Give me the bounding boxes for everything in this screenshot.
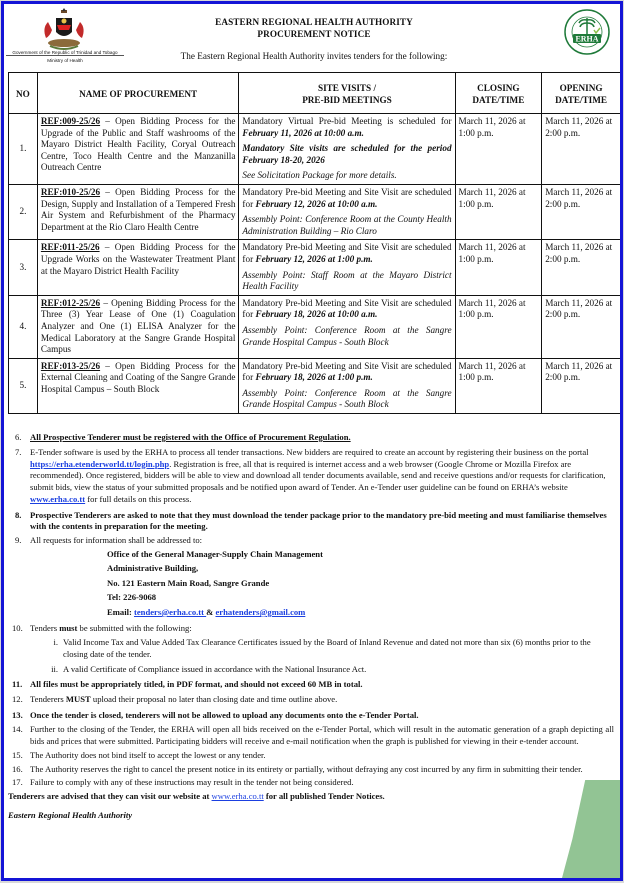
note-6 bbox=[8, 432, 614, 444]
procurement-table bbox=[8, 72, 621, 414]
notice-title: PROCUREMENT NOTICE bbox=[257, 29, 371, 39]
header-closing-line2: DATE/TIME bbox=[472, 95, 525, 105]
email-label: Email: bbox=[107, 606, 134, 617]
table-row bbox=[9, 295, 621, 358]
reference-number: REF:011-25/26 bbox=[40, 242, 100, 253]
note-text: All files must be appropriately titled, in PDF format, and should not exceed 60 MB in total. bbox=[30, 678, 363, 689]
site-visit-text: Mandatory Virtual Pre-bid Meeting is scheduled for bbox=[242, 116, 452, 126]
closing-datetime: March 11, 2026 at 1:00 p.m. bbox=[455, 184, 542, 239]
contact-address bbox=[30, 547, 614, 620]
closing-datetime: March 11, 2026 at 1:00 p.m. bbox=[455, 295, 542, 358]
row-number: 4. bbox=[9, 295, 38, 358]
note-number: 10. bbox=[12, 622, 23, 633]
table-row bbox=[9, 184, 621, 239]
note-text: Tenders bbox=[30, 622, 60, 633]
note-number: 12. bbox=[12, 693, 23, 704]
reference-number: REF:013-25/26 bbox=[40, 360, 101, 371]
opening-datetime: March 11, 2026 at 2:00 p.m. bbox=[542, 295, 621, 358]
site-visit-info bbox=[239, 240, 455, 295]
phone-number: Tel: 226-9068 bbox=[107, 592, 157, 603]
header-opening-line2: DATE/TIME bbox=[555, 95, 608, 105]
row-number: 3. bbox=[9, 240, 38, 295]
note-text: Tenderers bbox=[30, 693, 66, 704]
assembly-point: Assembly Point: Staff Room at the Mayaro District Health Facility bbox=[242, 269, 452, 292]
sub-item bbox=[8, 637, 614, 661]
table-row bbox=[9, 114, 621, 185]
note-number: 8. bbox=[15, 509, 22, 520]
notice-page bbox=[1, 1, 623, 881]
header-site-visits bbox=[239, 73, 455, 114]
note-text: All requests for information shall be addressed to: bbox=[30, 534, 203, 545]
note-7 bbox=[8, 447, 614, 506]
note-11 bbox=[8, 679, 614, 691]
opening-datetime: March 11, 2026 at 2:00 p.m. bbox=[542, 358, 621, 413]
email-link-tenders[interactable]: tenders@erha.co.tt bbox=[133, 606, 207, 617]
procurement-name bbox=[37, 114, 239, 185]
meeting-date: February 12, 2026 at 10:00 a.m. bbox=[255, 198, 378, 209]
erha-logo-text: ERHA bbox=[575, 34, 599, 44]
note-10 bbox=[8, 623, 614, 676]
coat-of-arms-icon bbox=[38, 8, 90, 52]
meeting-date: February 18, 2026 at 10:00 a.m. bbox=[255, 309, 378, 320]
erha-website-link[interactable]: www.erha.co.tt bbox=[30, 493, 86, 504]
procurement-description: – Open Bidding Process for the Design, Supply and Installation of a Tempered Fresh Air System and Refurbishment of the Pharmacy Department at the Rio Claro Health Centre bbox=[40, 186, 236, 232]
sub-item-text: Valid Income Tax and Value Added Tax Clearance Certificates issued by the Board of Inland Revenue and dated not more than six (6) months prior to the closing date of the tender. bbox=[63, 637, 591, 660]
note-number: 6. bbox=[15, 432, 22, 442]
note-emphasis: must bbox=[59, 622, 78, 633]
note-text: The Authority does not bind itself to accept the lowest or any tender. bbox=[30, 749, 266, 760]
header-site-line2: PRE-BID MEETINGS bbox=[302, 95, 392, 105]
invite-text: The Eastern Regional Health Authority invites tenders for the following: bbox=[180, 51, 448, 61]
note-9 bbox=[8, 535, 614, 620]
note-text: Prospective Tenderers are asked to note that they must download the tender package prior to the mandatory pre-bid meeting and must familiarise themselves with the contents in preparation for the meeting. bbox=[30, 509, 607, 531]
advice-text: Tenderers are advised that they can visit our website at bbox=[8, 791, 212, 802]
note-number: 7. bbox=[15, 446, 22, 457]
assembly-point: Assembly Point: Conference Room at the County Health Administration Building – Rio Claro bbox=[242, 214, 452, 236]
table-row bbox=[9, 358, 621, 413]
email-link-gmail[interactable]: erhatenders@gmail.com bbox=[215, 606, 306, 617]
note-number: 13. bbox=[12, 710, 23, 721]
site-visit-info bbox=[239, 295, 455, 358]
header-no: NO bbox=[9, 73, 38, 114]
note-number: 11. bbox=[12, 678, 23, 689]
note-emphasis: MUST bbox=[65, 693, 91, 704]
assembly-point: Assembly Point: Conference Room at the Sangre Grande Hospital Campus - South Block bbox=[242, 387, 452, 410]
signature: Eastern Regional Health Authority bbox=[8, 809, 133, 820]
note-text: All Prospective Tenderer must be registered with the Office of Procurement Regulation. bbox=[30, 432, 351, 442]
procurement-name bbox=[37, 358, 239, 413]
header-name: NAME OF PROCUREMENT bbox=[37, 73, 239, 114]
procurement-name bbox=[37, 240, 239, 295]
note-13 bbox=[8, 710, 614, 722]
header-site-line1: SITE VISITS / bbox=[317, 83, 377, 93]
procurement-description: – Open Bidding Process for the Upgrade of the Public and Staff washrooms of the Mayaro District Health Facility, Coryal Outreach Centre, Toco Health Centre and the Manzanilla Outreach Centre bbox=[40, 116, 236, 173]
procurement-name bbox=[37, 184, 239, 239]
erha-logo-icon bbox=[564, 9, 610, 55]
header-opening bbox=[542, 73, 621, 114]
note-text: E-Tender software is used by the ERHA to process all tender transactions. New bidders are required to create an account by registering their business on the portal bbox=[30, 446, 589, 457]
procurement-name bbox=[37, 295, 239, 358]
sub-item-number: i. bbox=[53, 637, 58, 648]
assembly-point: Assembly Point: Conference Room at the Sangre Grande Hospital Campus - South Block bbox=[242, 324, 452, 347]
instructions-list bbox=[8, 432, 614, 822]
table-row bbox=[9, 240, 621, 295]
meeting-date: February 12, 2026 at 1:00 p.m. bbox=[255, 253, 373, 264]
reference-number: REF:012-25/26 bbox=[40, 297, 101, 308]
note-14 bbox=[8, 724, 614, 748]
ministry-label: Ministry of Health bbox=[47, 58, 83, 63]
site-visit-text: Mandatory Pre-bid Meeting and Site Visit are scheduled for bbox=[242, 186, 452, 209]
note-number: 9. bbox=[15, 534, 22, 545]
note-text: Failure to comply with any of these instructions may result in the tender not being considered. bbox=[30, 777, 354, 788]
note-text: upload their proposal no later than closing date and time outline above. bbox=[90, 693, 338, 704]
government-label: Government of the Republic of Trinidad and Tobago bbox=[6, 50, 124, 56]
sub-item-text: A valid Certificate of Compliance issued in accordance with the National Insurance Act. bbox=[63, 663, 367, 674]
reference-number: REF:009-25/26 bbox=[40, 116, 101, 126]
address-line: No. 121 Eastern Main Road, Sangre Grande bbox=[107, 577, 270, 588]
opening-datetime: March 11, 2026 at 2:00 p.m. bbox=[542, 240, 621, 295]
note-number: 17. bbox=[12, 777, 23, 788]
site-visit-text: Mandatory Pre-bid Meeting and Site Visit are scheduled for bbox=[242, 242, 452, 264]
website-advice bbox=[8, 791, 614, 803]
authority-name: EASTERN REGIONAL HEALTH AUTHORITY bbox=[215, 17, 413, 27]
site-visit-info bbox=[239, 184, 455, 239]
note-15 bbox=[8, 750, 614, 762]
closing-datetime: March 11, 2026 at 1:00 p.m. bbox=[455, 114, 542, 185]
row-number: 1. bbox=[9, 114, 38, 185]
row-number: 2. bbox=[9, 184, 38, 239]
email-separator: & bbox=[206, 606, 216, 617]
closing-datetime: March 11, 2026 at 1:00 p.m. bbox=[455, 358, 542, 413]
row-number: 5. bbox=[9, 358, 38, 413]
procurement-description: – Opening Bidding Process for the Three (3) Year Lease of One (1) Coagulation Analyzer and One (1) ELISA Analyzer for the Medical Laboratory at the Sangre Grande Hospital Campus bbox=[40, 297, 236, 355]
procurement-description: – Open Bidding Process for the External Cleaning and Coating of the Sangre Grande Hospital Campus – South Block bbox=[40, 360, 236, 394]
address-line: Administrative Building, bbox=[107, 563, 199, 574]
site-visit-text: Mandatory Pre-bid Meeting and Site Visit are scheduled for bbox=[242, 360, 452, 383]
closing-datetime: March 11, 2026 at 1:00 p.m. bbox=[455, 240, 542, 295]
site-visit-text: Mandatory Pre-bid Meeting and Site Visit are scheduled for bbox=[242, 297, 452, 320]
email-line bbox=[107, 605, 614, 620]
opening-datetime: March 11, 2026 at 2:00 p.m. bbox=[542, 114, 621, 185]
note-17 bbox=[8, 777, 614, 789]
etender-portal-link[interactable]: https://erha.etenderworld.tt/login.php bbox=[30, 458, 170, 469]
site-visit-info bbox=[239, 114, 455, 185]
page-title bbox=[154, 16, 474, 40]
note-text: Once the tender is closed, tenderers will not be allowed to upload any documents onto the e-Tender Portal. bbox=[30, 710, 419, 721]
reference-number: REF:010-25/26 bbox=[40, 186, 101, 197]
note-12 bbox=[8, 694, 614, 706]
note-number: 14. bbox=[12, 724, 23, 735]
note-text: be submitted with the following: bbox=[77, 622, 192, 633]
table-header-row bbox=[9, 73, 621, 114]
note-number: 15. bbox=[12, 749, 23, 760]
note-text: The Authority reserves the right to cancel the present notice in its entirety or partially, without defraying any cost incurred by any firm in submitting their tender. bbox=[30, 763, 583, 774]
header-closing bbox=[455, 73, 542, 114]
opening-datetime: March 11, 2026 at 2:00 p.m. bbox=[542, 184, 621, 239]
sub-item-number: ii. bbox=[51, 663, 58, 674]
note-text: Further to the closing of the Tender, the ERHA will open all bids received on the e-Tender Portal, which will result in the automatic generation of a graph depicting all bids and prices that were submitted. Participating bidders will receive and e-mail notification when the graph is published for viewing in their e-tender account. bbox=[30, 724, 614, 746]
note-text: . Registration is free, all that is required is internet access and a web browser (Google Chrome or Mozilla Firefox are recommended). Once registered, bidders will be able to view and download all tender documents available, send and receive questions and/or requests for clarification, submit bids, view the status of your submitted proposals and be notified upon award of Tender. An e-Tender user guideline can be found on ERHA’s website bbox=[30, 458, 606, 493]
address-line: Office of the General Manager-Supply Chain Management bbox=[107, 548, 323, 559]
meeting-date: February 18, 2026 at 1:00 p.m. bbox=[255, 372, 373, 383]
advice-text: for all published Tender Notices. bbox=[263, 791, 385, 802]
note-number: 16. bbox=[12, 763, 23, 774]
header-opening-line1: OPENING bbox=[559, 83, 603, 93]
meeting-date: February 11, 2026 at 10:00 a.m. bbox=[242, 127, 364, 138]
site-visit-period: Mandatory Site visits are scheduled for the period February 18-20, 2026 bbox=[242, 143, 452, 165]
note-text: for full details on this process. bbox=[85, 493, 192, 504]
site-visit-note: See Solicitation Package for more details. bbox=[242, 170, 397, 181]
note-16 bbox=[8, 764, 614, 776]
procurement-description: – Open Bidding Process for the Upgrade Works on the Wastewater Treatment Plant at the Mayaro District Health Facility bbox=[40, 242, 236, 276]
note-8 bbox=[8, 510, 614, 532]
footer-website-link[interactable]: www.erha.co.tt bbox=[211, 791, 264, 802]
sub-item bbox=[8, 664, 614, 676]
header-closing-line1: CLOSING bbox=[477, 83, 520, 93]
site-visit-info bbox=[239, 358, 455, 413]
